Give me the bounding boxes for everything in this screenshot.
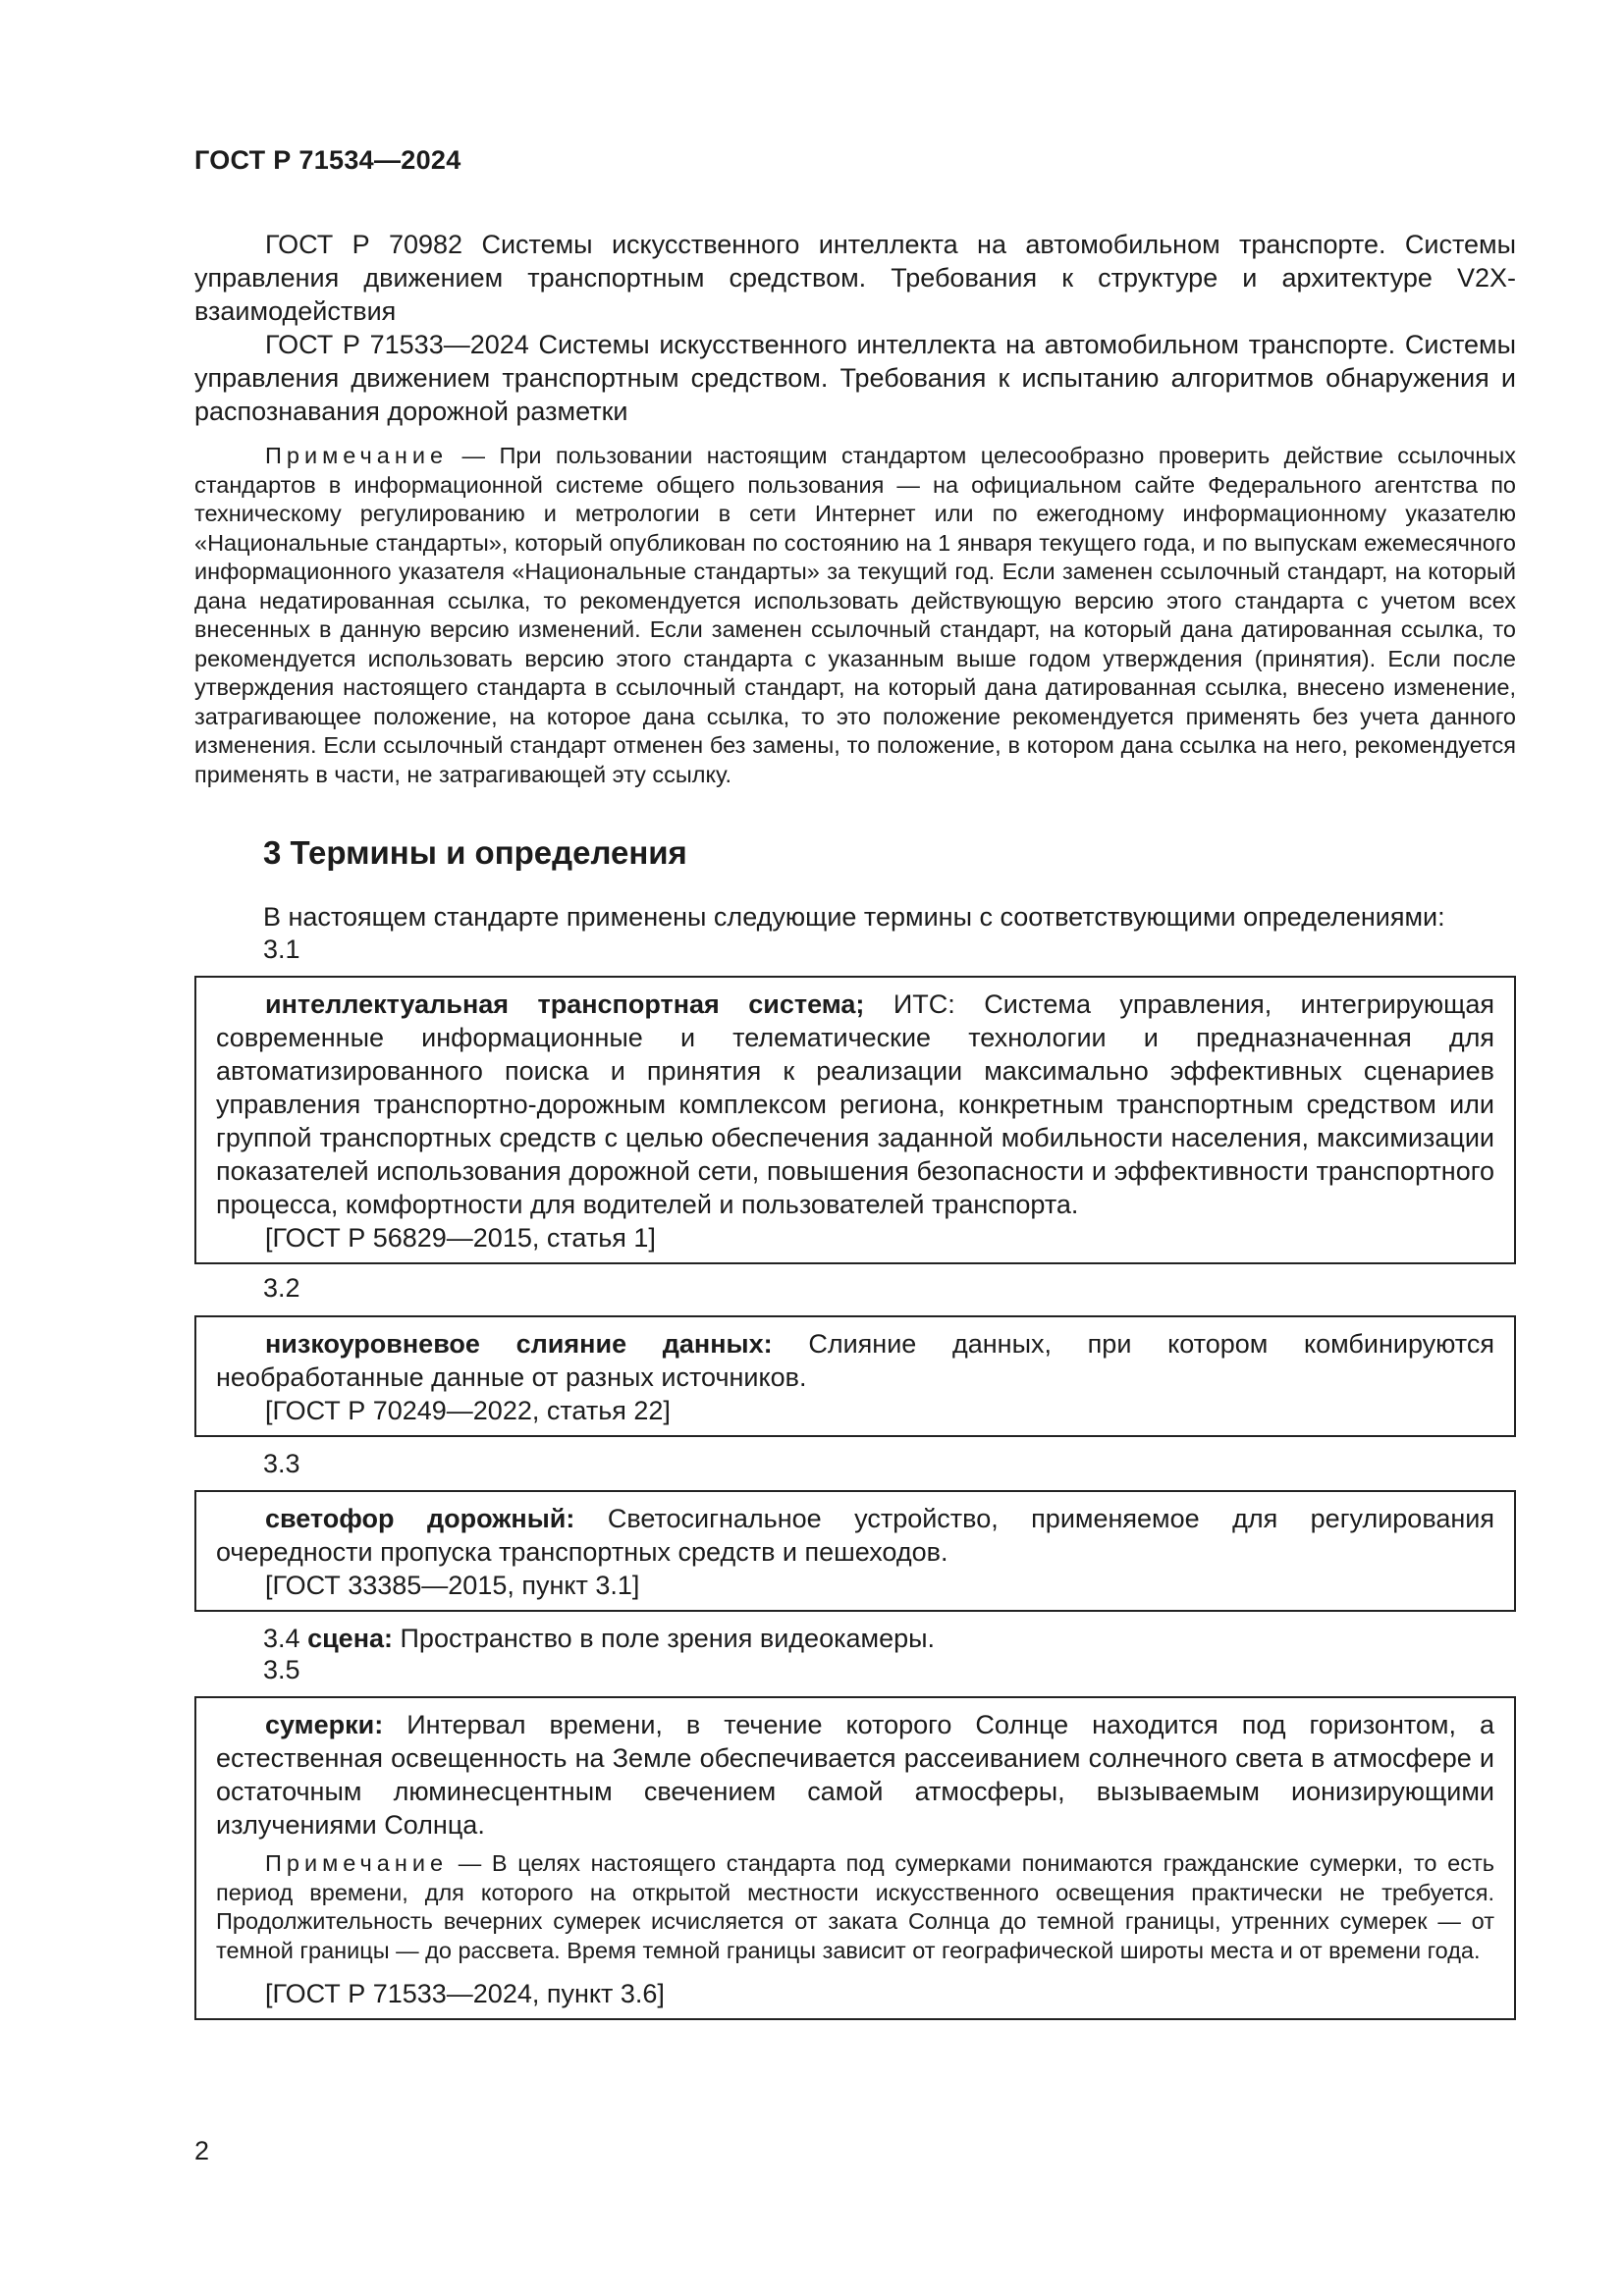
term-number: 3.1 <box>263 934 300 964</box>
term-source: [ГОСТ Р 56829—2015, статья 1] <box>265 1223 656 1253</box>
note-text: — При пользовании настоящим стандартом целесообразно проверить действие ссылочных стандартов в информационной системе общего пользования — на официальном сайте Федерального агентства по техническому регулированию и метрологии в сети Интернет или по ежегодному информационному указателю «Национальные стандарты», который опубликован по состоянию на 1 января текущего года, и по выпускам ежемесячного информационного указателя «Национальные стандарты» за текущий год. Если заменен ссылочный стандарт, на который дана недатированная ссылка, то рекомендуется использовать действующую версию этого стандарта с учетом всех внесенных в данную версию изменений. Если заменен ссылочный стандарт, на который дана датированная ссылка, то рекомендуется использовать версию этого стандарта с указанным выше годом утверждения (принятия). Если после утверждения настоящего стандарта в ссылочный стандарт, на который дана датированная ссылка, внесено изменение, затрагивающее положение, на которое дана ссылка, то это положение рекомендуется применять без учета данного изменения. Если ссылочный стандарт отменен без замены, то положение, в котором дана ссылка на него, рекомендуется применять в части, не затрагивающей эту ссылку. <box>194 443 1516 787</box>
term-box-3-5 <box>194 1696 1516 2020</box>
term-name: светофор дорожный: <box>265 1504 575 1533</box>
term-definition: Слияние данных, при котором комбинируются необработанные данные от разных источников. <box>216 1329 1494 1392</box>
document-header: ГОСТ Р 71534—2024 <box>194 145 461 175</box>
term-definition: Светосигнальное устройство, применяемое для регулирования очередности пропуска транспортных средств и пешеходов. <box>216 1504 1494 1567</box>
page-number: 2 <box>194 2136 210 2165</box>
term-definition: Интервал времени, в течение которого Солнце находится под горизонтом, а естественная освещенность на Земле обеспечивается рассеиванием солнечного света в атмосфере и остаточным люминесцентным свечением самой атмосферы, вызываемым ионизирующими излучениями Солнца. <box>216 1710 1494 1840</box>
note-label: Примечание <box>265 443 449 468</box>
term-number: 3.3 <box>263 1449 300 1478</box>
term-box-3-1 <box>194 976 1516 1264</box>
reference-item: ГОСТ Р 71533—2024 Системы искусственного интеллекта на автомобильном транспорте. Системы управления движением транспортным средством. Требования к испытанию алгоритмов обнаружения и распознавания дорожной разметки <box>194 330 1516 426</box>
section-title: 3 Термины и определения <box>263 834 687 871</box>
term-source: [ГОСТ Р 71533—2024, пункт 3.6] <box>265 1979 665 2008</box>
reference-item: ГОСТ Р 70982 Системы искусственного интеллекта на автомобильном транспорте. Системы управления движением транспортным средством. Требования к структуре и архитектуре V2X-взаимодействия <box>194 230 1516 326</box>
term-3-4 <box>263 1622 935 1655</box>
term-name: низкоуровневое слияние данных: <box>265 1329 773 1359</box>
term-definition: Пространство в поле зрения видеокамеры. <box>393 1624 936 1653</box>
term-name: сцена: <box>307 1624 394 1653</box>
term-number: 3.4 <box>263 1624 300 1653</box>
term-name: интеллектуальная транспортная система; <box>265 989 865 1019</box>
note-text: — В целях настоящего стандарта под сумерками понимаются гражданские сумерки, то есть период времени, для которого на открытой местности искусственного освещения практически не требуется. Продолжительность вечерних сумерек исчисляется от заката Солнца до темной границы, утренних сумерек — от темной границы — до рассвета. Время темной границы зависит от географической широты места и от времени года. <box>216 1850 1494 1963</box>
note-label: Примечание <box>265 1850 449 1876</box>
term-source: [ГОСТ Р 70249—2022, статья 22] <box>265 1396 671 1425</box>
references-note <box>194 442 1516 789</box>
term-name: сумерки: <box>265 1710 384 1739</box>
term-box-3-3 <box>194 1490 1516 1612</box>
normative-references <box>194 228 1516 428</box>
term-abbr: ИТС: <box>864 989 955 1019</box>
term-number: 3.2 <box>263 1273 300 1303</box>
term-source: [ГОСТ 33385—2015, пункт 3.1] <box>265 1571 640 1600</box>
term-number: 3.5 <box>263 1655 300 1684</box>
term-box-3-2 <box>194 1315 1516 1437</box>
term-definition: Система управления, интегрирующая современные информационные и телематические технологии и предназначенная для автоматизированного поиска и принятия к реализации максимально эффективных сценариев управления транспортно-дорожным комплексом региона, конкретным транспортным средством или группой транспортных средств с целью обеспечения заданной мобильности населения, максимизации показателей использования дорожной сети, повышения безопасности и эффективности транспортного процесса, комфортности для водителей и пользователей транспорта. <box>216 989 1494 1219</box>
section-intro: В настоящем стандарте применены следующие термины с соответствующими определениями: <box>263 902 1445 932</box>
